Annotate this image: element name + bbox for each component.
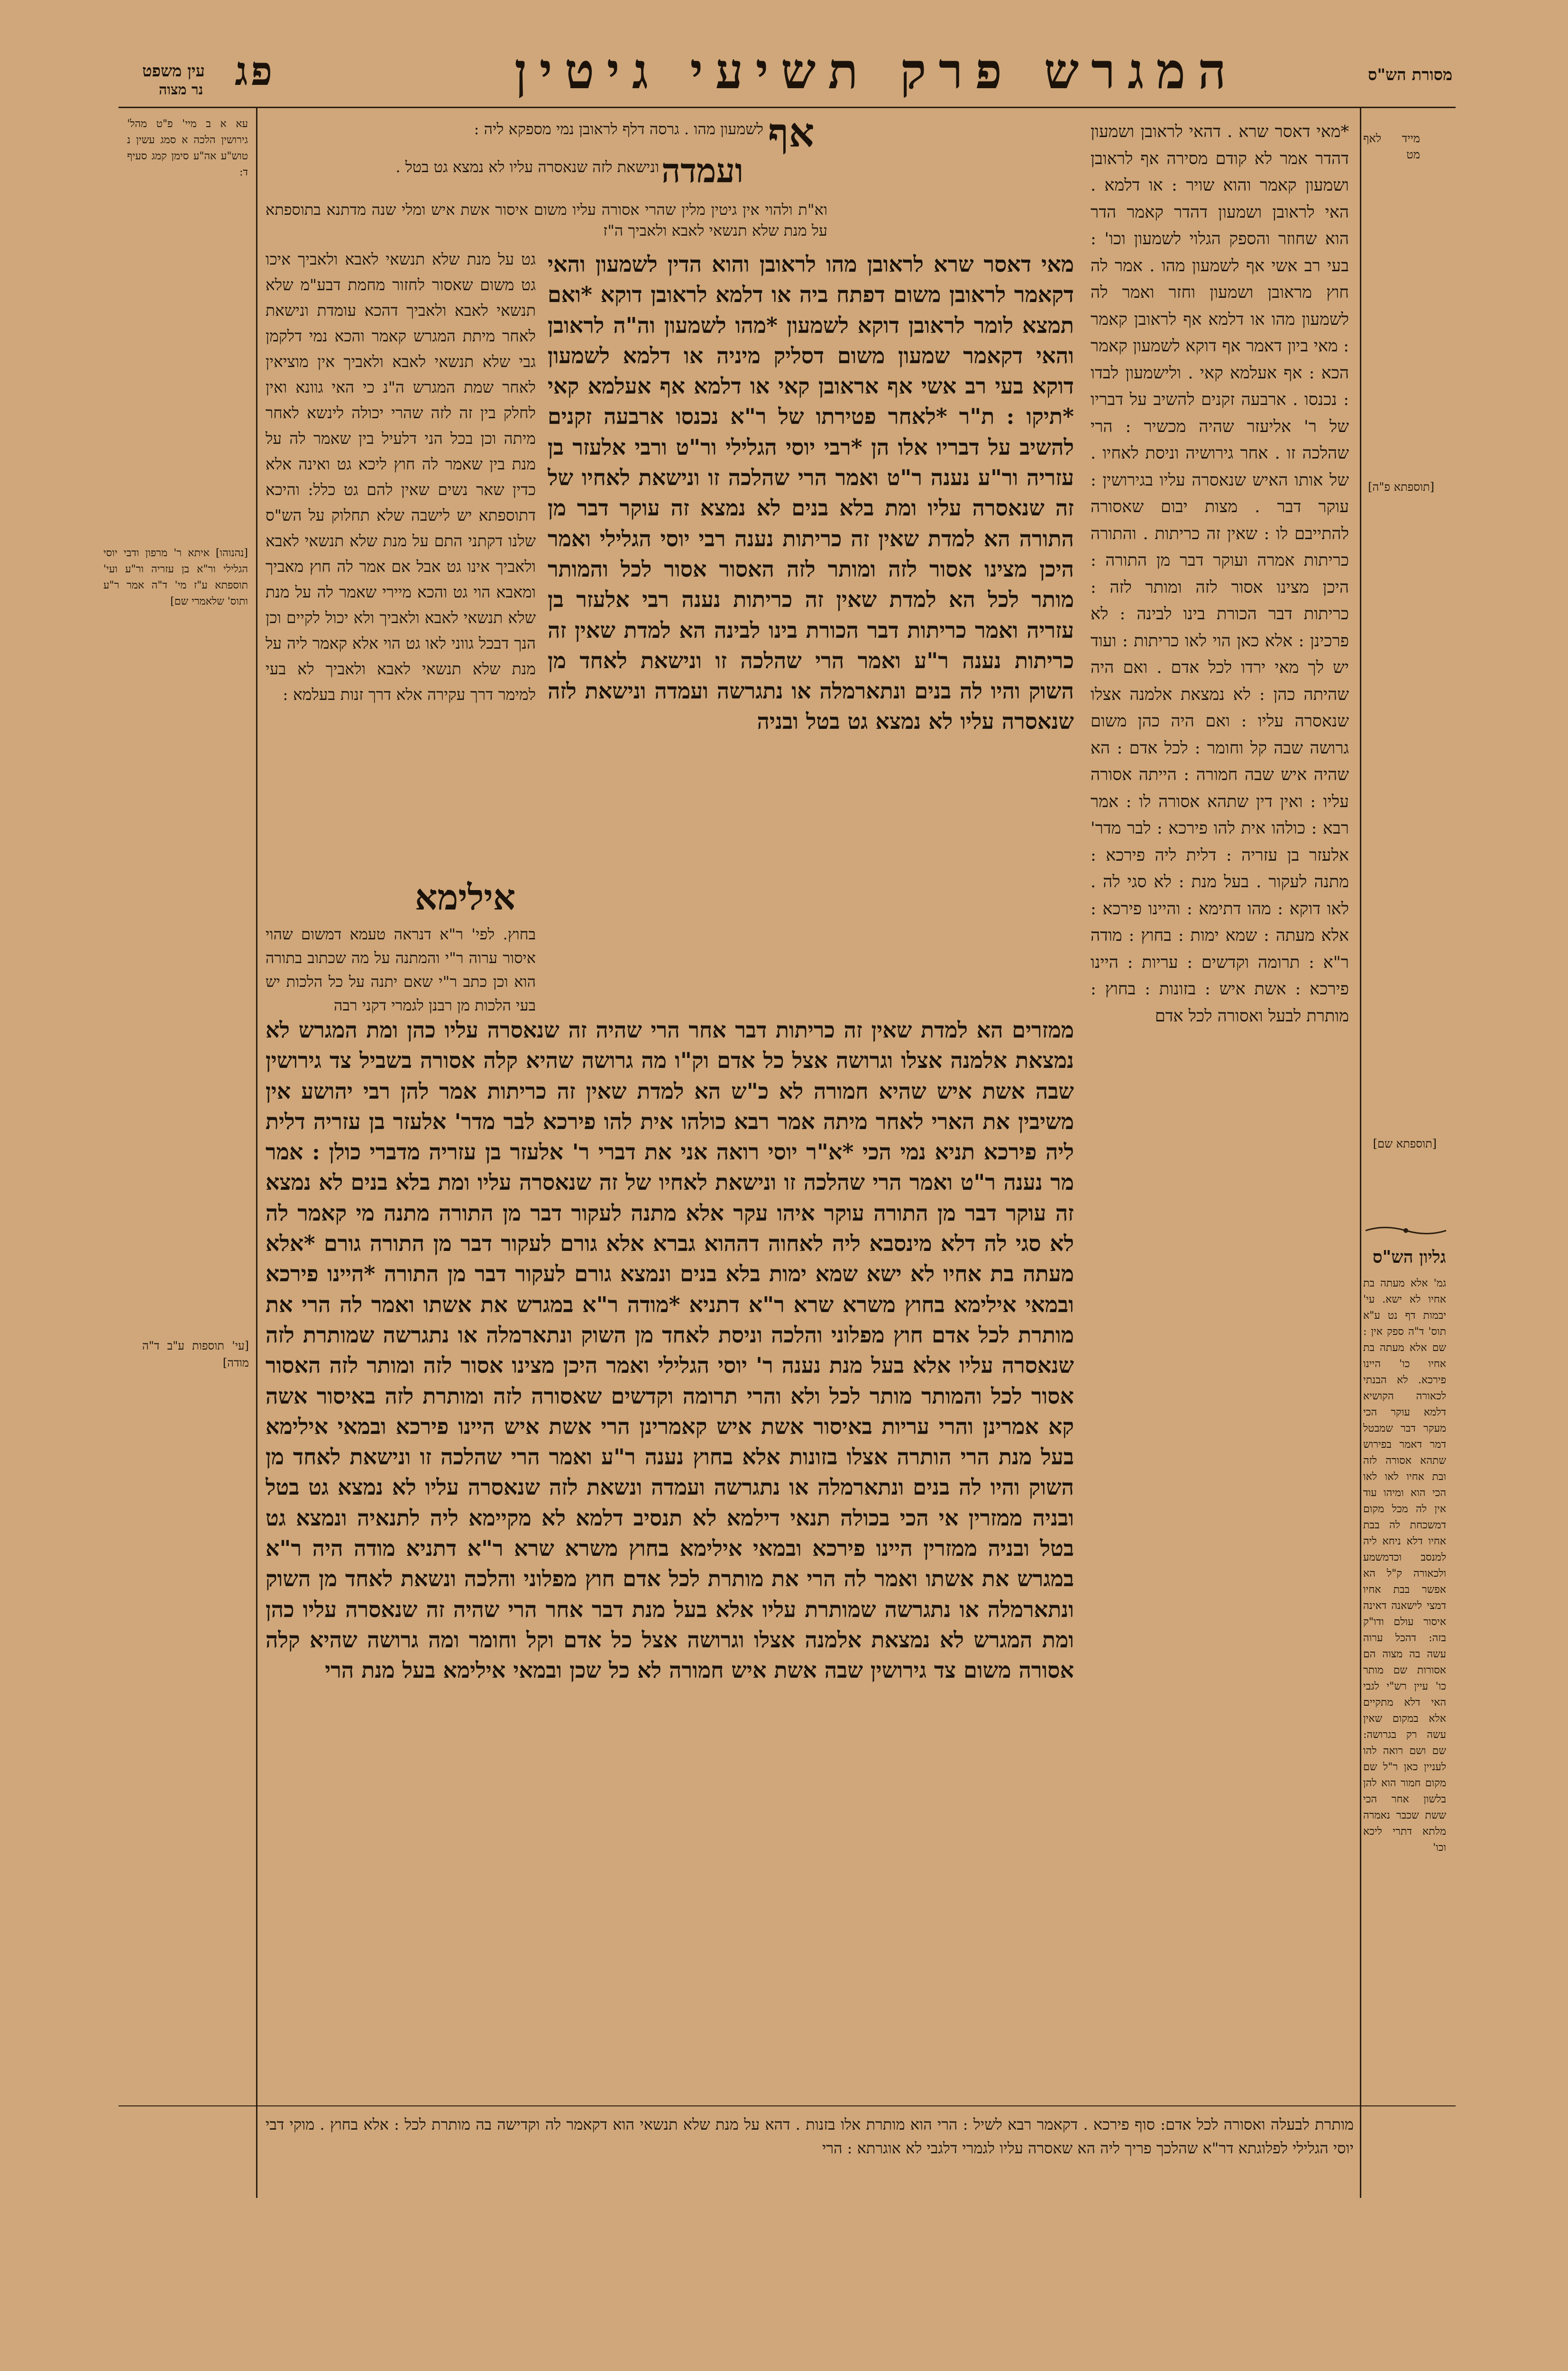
divider-rule-right (1360, 107, 1361, 2198)
divider-rule-left (256, 107, 257, 2198)
side-note-left-2: [עי' תוספות ע"ב ד"ה מודה] (142, 1339, 249, 1369)
side-note-right-2: [תוספתא פ"ה] (1368, 480, 1434, 494)
bottom-note: מותרת לבעלה ואסורה לכל אדם: סוף פירכא . דקאמר רבא לשיל : הרי הוא מותרת אלו בזנות . דהא על מנת שלא תנשאי הוא דקאמר לה וקדישה בה מותרת לכל : אלא בחוץ . מוקי דבי יוסי הגלילי לפלוגתא דר"א שהלכך פריך ליה הא שאסרה עליו לגמרי דלגבי לא אוגרתא : הרי (266, 2115, 1354, 2157)
ein-mishpat-entry: עא א ב מיי' פ"ט מהל' גירושין הלכה א סמג עשין נ טוש"ע אה"ע סימן קמג סעיף ד: (127, 118, 248, 178)
big-word-af: אף (768, 109, 815, 156)
ner-mitzvah-label: נר מצוה (159, 82, 203, 98)
gilyon-title: גליון הש"ס (1373, 1247, 1446, 1267)
page-letter: פג (235, 47, 275, 94)
ornament-icon (1363, 1223, 1449, 1238)
side-note-left-1: [נהנוהו] איתא ר' מרפון ודבי יוסי הגלילי ור"א בן עזריה ור"ע ועי' תוספתא ע"ז מי' ד"ה אמר ר"ע ותוס' שלאמרי שם] (103, 547, 248, 607)
rashi-commentary: *מאי דאסר שרא . דהאי לראובן ושמעון דהדר אמר לא קודם מסירה אף לראובן ושמעון קאמר והוא שויר : או דלמא . האי לראובן ושמעון דהדר קאמר הדר הוא שחוזר והספק הגלוי לשמעון וכו' : בעי רב אשי אף לשמעון מהו . אמר לה חוץ מראובן ושמעון וחזר ואמר לה לשמעון מהו או דלמא אף לראובן קאמר : מאי ביון דאמר אף דוקא לשמעון קאמר הכא : אף אעלמא קאי . ולישמעון לבדו : נכנסו . ארבעה זקנים להשיב על דבריו של ר' אליעזר שהיה מכשיר : הרי שהלכה זו . אחר גירושיה וניסת לאחיו . של אותו האיש שנאסרה עליו בגירושין : עוקר דבר . מצות יבום שאסורה להתייבם לו : שאין זה כריתות . והתורה כריתות אמרה ועוקר דבר מן התורה : היכן מצינו אסור לזה ומותר לזה : כריתות דבר הכורת בינו לבינה : לא פרכינן : אלא כאן הוי לאו כריתות : ועוד יש לך מאי ירדו לכל אדם . ואם היה שהיתה כהן : לא נמצאת אלמנה אצלו שנאסרה עליו : ואם היה כהן משום גרושה שבה קל וחומר : לכל אדם : הא שהיה איש שבה חמורה : הייתה אסורה עליו : ואין דין שתהא אסורה לו : אמר רבא : כולהו אית להו פירכא : לבר מדר' אלעזר בן עזריה : דלית ליה פירכא : מתנה לעקור . בעל מנת : לא סגי לה . לאו דוקא : מהו דתימא : והיינו פירכא : אלא מעתה : שמא ימות : בחוץ : מודה ר"א : תרומה וקדשים : עריות : היינו פירכא : אשת איש : בזונות : בחוץ : מותרת לבעל ואסורה לכל אדם (1091, 122, 1349, 1026)
ein-mishpat-label: עין משפט (142, 62, 205, 81)
masoret-hashas-label: מסורת הש"ס (1368, 65, 1453, 84)
big-word-ilima: אילימא (415, 877, 516, 918)
tosafot-commentary: גט על מנת שלא תנשאי לאבא ולאביך איכו גט משום שאסור לחזור מחמת דבע"מ שלא תנשאי לאבא ולאביך דהכא עומדת ונישאת לאחר מיתת המגרש קאמר והכא נמי דלקמן גבי שלא תנשאי לאבא ולאביך אין מוציאין לאחר שמת המגרש ה"נ כי האי גוונא ואין לחלק בין זה לזה שהרי יכולה לינשא לאחר מיתה וכן בכל הני דלעיל בין שאמר לה על מנת בין שאמר לה חוץ ליכא גט ואינה אלא כדין שאר נשים שאין להם גט כלל: והיכא דתוספתא יש לישבה שלא תחלוק על הש"ס שלנו דקתני התם על מנת שלא תנשאי לאבא ולאביך אינו גט אבל אם אמר לה חוץ מאביך ומאבא הוי גט והכא מיירי שאמר לה על מנת שלא תנשאי לאבא ולאביך ולא יכול לקיים וכן הנך דבכל גווני לאו גט הוי אלא קאמר ליה על מנת שלא תנשאי לאבא ולאביך לא בעי למימר דרך עקירה אלא דרך זנות בעלמא : (266, 250, 536, 704)
tosafot-intro-line-1: לשמעון מהו . גרסה דלף לראובן נמי מספקא ליה : (474, 120, 763, 138)
gilyon-ornament (1363, 1223, 1449, 1238)
tosafot-intro-line-2: ונישאת לזה שנאסרה עליו לא נמצא גט בטל . (395, 158, 659, 176)
tosafot-commentary-2: בחוץ. לפי' ר"א דנראה טעמא דמשום שהוי איסור ערוה ר"י והמתנה על מה שכתוב בתורה הוא וכן כתב ר"י שאם יתנה על כל הלכות יש בעי הלכות מן רבנן לגמרי דקני רבה (266, 925, 536, 1014)
page-title: המגרש פרק תשיעי גיטין (514, 42, 1239, 100)
tosafot-intro-line-3: וא"ת ולהוי אין גיטין מלין שהרי אסורה עליו משום איסור אשת איש ומלי שנה מדתנא בתוספתא על מנת שלא תנשאי לאבא ולאביך ה"ז (266, 201, 827, 239)
big-word-veamda: ועמדה (661, 151, 743, 190)
gilyon-text: גמ' אלא מעתה בת אחיו לא ישא. עי' יבמות דף נט ע"א תוס' ד"ה ספק אין : שם אלא מעתה בת אחיו כו' היינו פירכא. לא הבנתי לכאורה הקושיא דלמא עוקר הכי מעקר דבר שמבטל דמר דאמר בפירוש שתהא אסורה לזה ובת אחיו לאו לאו הכי הוא ומיהו עוד אין לה מכל מקום דמשכחת לה בבת אחיו דלא ניחא ליה למנסב וכדמשמע ולכאורה ק"ל הא אפשר בבת אחיו דמצי לישאנה דאינה איסור עולם ודו"ק בזה: דהכל ערוה עשה בה מצוה הם אסורות שם מותר כו' עיין רש"י לגבי האי דלא מתקיים אלא במקום שאין עשה רק בגרושה: שם ושם רואה להו לעניין כאן ר"ל שם מקום חמור הוא להן בלשון אחר הכי ששת שכבר נאמרה מלתא דתרי ליכא וכו' (1363, 1277, 1446, 1854)
header-rule (119, 107, 1456, 108)
side-note-right-1: מייד לאף מט (1363, 132, 1420, 161)
side-note-right-3: [תוספתא שם] (1373, 1137, 1437, 1150)
gemara-text-upper: מאי דאסר שרא לראובן מהו לראובן והוא הדין לשמעון והאי דקאמר לראובן משום דפתח ביה או דלמא לראובן דוקא *ואם תמצא לומר לראובן דוקא לשמעון *מהו לשמעון וה"ה לראובן והאי דקאמר שמעון משום דסליק מיניה או דלמא לשמעון דוקא בעי רב אשי אף אראובן קאי או דלמא אף אעלמא קאי *תיקו : ת"ר *לאחר פטירתו של ר"א נכנסו ארבעה זקנים להשיב על דבריו אלו הן *רבי יוסי הגלילי ור"ט ורבי אלעזר בן עזריה ור"ע נענה ר"ט ואמר הרי שהלכה זו ונישאת לאחיו של זה שנאסרה עליו ומת בלא בנים לא נמצא זה עוקר דבר מן התורה הא למדת שאין זה כריתות נענה רבי יוסי הגלילי ואמר היכן מצינו אסור לזה ומותר לזה האסור אסור לכל והמותר מותר לכל הא למדת שאין זה כריתות נענה רבי אלעזר בן עזריה ואמר כריתות דבר הכורת בינו לבינה הא למדת שאין זה כריתות נענה ר"ע ואמר הרי שהלכה זו ונישאת לאחד מן השוק והיו לה בנים ונתארמלה או נתגרשה ועמדה ונישאת לזה שנאסרה עליו לא נמצא גט בטל ובניה (548, 251, 1074, 735)
divider-rule-bottom (119, 2105, 1456, 2106)
gemara-text-lower: ממזרים הא למדת שאין זה כריתות דבר אחר הרי שהיה זה שנאסרה עליו כהן ומת המגרש לא נמצאת אלמנה אצלו וגרושה אצל כל אדם וק"ו מה גרושה שהיא קלה אסורה בשביל צד גירושין שבה אשת איש שהיא חמורה לא כ"ש הא למדת שאין זה כריתות אמר להן רבי יהושע אין משיבין את הארי לאחר מיתה אמר רבא כולהו אית להו פירכא לבר מדר' אלעזר בן עזריה דלית ליה פירכא תניא נמי הכי *א"ר יוסי רואה אני את דברי ר' אלעזר בן עזריה מדברי כולן : אמר מר נענה ר"ט ואמר הרי שהלכה זו ונישאת לאחיו של זה שנאסרה עליו ומת בלא בנים לא נמצא זה עוקר דבר מן התורה עוקר איהו עקר אלא מתנה לעקור דבר מן התורה מתנה מי קאמר לה לא סגי לה דלא מינסבא ליה לאחוה דההוא גברא אלא גורם לעקור דבר מן התורה גורם *אלא מעתה בת אחיו לא ישא שמא ימות בלא בנים ונמצא גורם לעקור דבר מן התורה *היינו פירכא ובמאי אילימא בחוץ משרא שרא ר"א דתניא *מודה ר"א במגרש את אשתו ואמר לה הרי את מותרת לכל אדם חוץ מפלוני והלכה וניסת לאחד מן השוק ונתארמלה או נתגרשה שמותרת לזה שנאסרה עליו אלא בעל מנת נענה ר' יוסי הגלילי ואמר היכן מצינו אסור לזה ומותר לזה האסור אסור לכל והמותר מותר לכל ולא והרי תרומה וקדשים שאסורה לזה ומותרת לזה באיסור אשה קא אמרינן והרי עריות באיסור אשת איש קאמרינן הרי אשת איש היינו פירכא ובמאי אילימא בעל מנת הרי הותרה אצלו בזונות אלא בחוץ נענה ר"ע ואמר הרי שהלכה זו ונישאת לאחד מן השוק והיו לה בנים ונתארמלה או נתגרשה ועמדה ונשאת לזה שנאסרה עליו לא נמצא גט בטל ובניה ממזרין אי הכי בכולה תנאי דילמא לא תנסיב דלמא לא מקיימא ליה לתנאיה ונמצא גט בטל ובניה ממזרין היינו פירכא ובמאי אילימא בחוץ משרא שרא ר"א דתניא מודה היה ר"א במגרש את אשתו ואמר לה הרי את מותרת לכל אדם חוץ מפלוני והלכה ונשאת לאחד מן השוק ונתארמלה או נתגרשה שמותרת עליו אלא בעל מנת דבר אחר הרי שהיה זה שנאסרה עליו כהן ומת המגרש לא נמצאת אלמנה אצלו וגרושה אצל כל אדם וקל וחומר ומה גרושה שהיא קלה אסורה משום צד גירושין שבה אשת איש חמורה לא כל שכן ובמאי אילימא בעל מנת הרי (266, 1017, 1074, 1683)
